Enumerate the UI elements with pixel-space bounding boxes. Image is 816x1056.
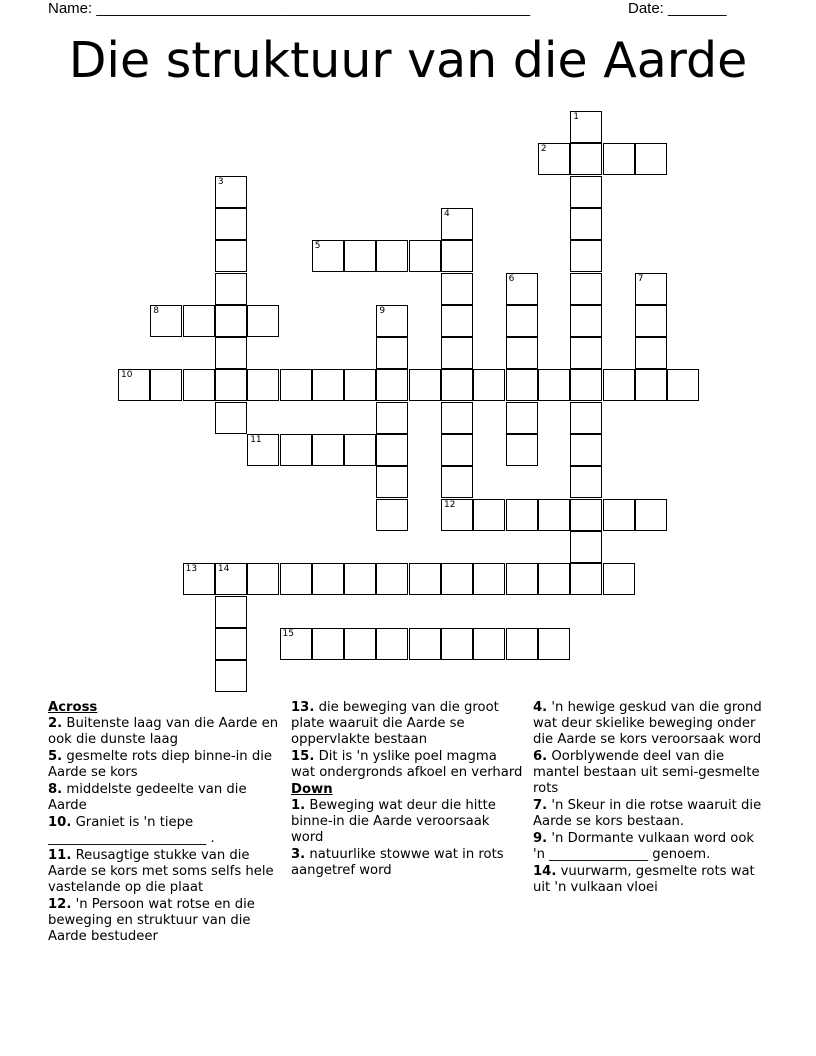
grid-cell (570, 531, 602, 563)
grid-cell (215, 273, 247, 305)
clue-number: 15. (291, 749, 315, 764)
grid-cell (376, 466, 408, 498)
grid-cell (312, 369, 344, 401)
grid-cell (215, 208, 247, 240)
grid-cell (441, 273, 473, 305)
grid-cell (215, 596, 247, 628)
clue-down-14 (533, 864, 765, 896)
grid-cell (441, 434, 473, 466)
clue-number: 9. (533, 831, 548, 846)
grid-cell (506, 273, 538, 305)
grid-cell (441, 240, 473, 272)
clues-column-2 (291, 700, 523, 880)
grid-cell (344, 434, 376, 466)
grid-cell (538, 499, 570, 531)
grid-cell (183, 563, 215, 595)
grid-cell (506, 434, 538, 466)
cell-number: 12 (444, 499, 456, 510)
grid-cell (441, 499, 473, 531)
clue-text: 'n Persoon wat rotse en die beweging en struktuur van die Aarde bestudeer (48, 897, 255, 944)
grid-cell (635, 273, 667, 305)
grid-cell (473, 369, 505, 401)
grid-cell (473, 563, 505, 595)
grid-cell (506, 499, 538, 531)
grid-cell (570, 208, 602, 240)
grid-cell (570, 434, 602, 466)
clue-number: 2. (48, 716, 63, 731)
clue-down-4 (533, 700, 765, 748)
grid-cell (183, 369, 215, 401)
grid-cell (376, 628, 408, 660)
cell-number: 13 (185, 564, 198, 575)
clue-text: gesmelte rots diep binne-in die Aarde se kors (48, 749, 272, 780)
cell-number: 14 (217, 564, 230, 575)
grid-cell (376, 305, 408, 337)
clue-text: Reusagtige stukke van die Aarde se kors met soms selfs hele vastelande op die plaat (48, 848, 274, 895)
across-heading: Across (48, 700, 98, 715)
grid-cell (215, 628, 247, 660)
clue-text: 'n Dormante vulkaan word ook 'n _______________ genoem. (533, 831, 755, 862)
grid-cell (376, 369, 408, 401)
clue-down-3 (291, 847, 523, 879)
grid-cell (247, 563, 279, 595)
grid-cell (409, 628, 441, 660)
clues-column-1 (48, 700, 280, 946)
cell-number: 11 (250, 435, 262, 445)
clue-number: 13. (291, 700, 315, 715)
cell-number: 10 (121, 370, 133, 381)
date-field-line: Date: _______ (628, 0, 727, 17)
grid-cell (441, 402, 473, 434)
grid-cell (247, 305, 279, 337)
grid-cell (409, 240, 441, 272)
grid-cell (441, 337, 473, 369)
grid-cell (376, 499, 408, 531)
clue-across-5 (48, 749, 280, 781)
clue-across-10 (48, 815, 280, 847)
down-heading: Down (291, 782, 333, 797)
grid-cell (635, 337, 667, 369)
grid-cell (635, 143, 667, 175)
cell-number: 2 (540, 144, 547, 155)
grid-cell (570, 369, 602, 401)
grid-cell (376, 563, 408, 595)
grid-cell (570, 111, 602, 143)
clue-number: 11. (48, 848, 72, 863)
grid-cell (603, 143, 635, 175)
clue-across-15 (291, 749, 523, 781)
grid-cell (376, 337, 408, 369)
grid-cell (538, 369, 570, 401)
grid-cell (603, 499, 635, 531)
clue-text: natuurlike stowwe wat in rots aangetref word (291, 847, 504, 878)
grid-cell (603, 369, 635, 401)
clue-number: 8. (48, 782, 63, 797)
grid-cell (215, 402, 247, 434)
grid-cell (506, 563, 538, 595)
grid-cell (570, 466, 602, 498)
clue-across-2 (48, 716, 280, 748)
clue-text: Beweging wat deur die hitte binne-in die Aarde veroorsaak word (291, 798, 496, 845)
grid-cell (409, 563, 441, 595)
grid-cell (538, 563, 570, 595)
clue-text: 'n hewige geskud van die grond wat deur skielike beweging onder die Aarde se kors veroorsaak word (533, 700, 762, 747)
clue-number: 1. (291, 798, 306, 813)
grid-cell (570, 337, 602, 369)
clue-down-9 (533, 831, 765, 863)
clue-text: Buitenste laag van die Aarde en ook die dunste laag (48, 716, 279, 747)
grid-cell (280, 434, 312, 466)
grid-cell (215, 337, 247, 369)
cell-number: 1 (573, 112, 579, 122)
grid-cell (441, 563, 473, 595)
grid-cell (635, 369, 667, 401)
grid-cell (247, 369, 279, 401)
clue-number: 6. (533, 749, 548, 764)
grid-cell (280, 563, 312, 595)
clue-across-11 (48, 848, 280, 896)
grid-cell (506, 628, 538, 660)
grid-cell (215, 176, 247, 208)
clue-down-6 (533, 749, 765, 797)
cell-number: 9 (379, 305, 386, 316)
grid-cell (215, 369, 247, 401)
grid-cell (473, 628, 505, 660)
grid-cell (215, 240, 247, 272)
grid-cell (570, 563, 602, 595)
grid-cell (312, 240, 344, 272)
clue-across-13 (291, 700, 523, 748)
grid-cell (570, 176, 602, 208)
grid-cell (376, 434, 408, 466)
grid-cell (344, 563, 376, 595)
grid-cell (376, 240, 408, 272)
grid-cell (570, 273, 602, 305)
grid-cell (441, 305, 473, 337)
grid-cell (215, 563, 247, 595)
grid-cell (441, 466, 473, 498)
grid-cell (603, 563, 635, 595)
clue-number: 12. (48, 897, 72, 912)
grid-cell (538, 628, 570, 660)
grid-cell (280, 369, 312, 401)
grid-cell (150, 305, 182, 337)
clue-number: 10. (48, 815, 72, 830)
grid-cell (118, 369, 150, 401)
grid-cell (441, 369, 473, 401)
grid-cell (247, 434, 279, 466)
clue-number: 7. (533, 798, 548, 813)
cell-number: 15 (282, 628, 294, 639)
clue-text: middelste gedeelte van die Aarde (48, 782, 247, 813)
clue-number: 4. (533, 700, 548, 715)
grid-cell (150, 369, 182, 401)
clue-across-8 (48, 782, 280, 814)
cell-number: 5 (314, 241, 321, 252)
grid-cell (570, 240, 602, 272)
clue-number: 5. (48, 749, 63, 764)
cell-number: 7 (637, 273, 644, 284)
clues-column-3 (533, 700, 765, 897)
clue-text: vuurwarm, gesmelte rots wat uit 'n vulkaan vloei (533, 864, 755, 895)
grid-cell (506, 369, 538, 401)
grid-cell (635, 499, 667, 531)
grid-cell (376, 402, 408, 434)
grid-cell (280, 628, 312, 660)
clue-number: 3. (291, 847, 306, 862)
grid-cell (312, 628, 344, 660)
grid-cell (312, 434, 344, 466)
grid-cell (667, 369, 699, 401)
clue-text: die beweging van die groot plate waaruit die Aarde se oppervlakte bestaan (291, 700, 499, 747)
grid-cell (570, 143, 602, 175)
grid-cell (506, 402, 538, 434)
grid-cell (215, 660, 247, 692)
page-title: Die struktuur van die Aarde (68, 32, 748, 89)
cell-number: 4 (444, 208, 450, 219)
grid-cell (183, 305, 215, 337)
grid-cell (506, 337, 538, 369)
grid-cell (441, 208, 473, 240)
grid-cell (441, 628, 473, 660)
cell-number: 3 (217, 176, 224, 187)
grid-cell (344, 628, 376, 660)
grid-cell (215, 305, 247, 337)
grid-cell (570, 402, 602, 434)
grid-cell (538, 143, 570, 175)
clue-down-7 (533, 798, 765, 830)
cell-number: 8 (153, 305, 160, 316)
grid-cell (635, 305, 667, 337)
grid-cell (506, 305, 538, 337)
clue-down-1 (291, 798, 523, 846)
name-field-line: Name: ____________________________________________________ (48, 0, 531, 17)
clue-number: 14. (533, 864, 557, 879)
clue-text: Graniet is 'n tiepe ________________________ . (48, 815, 215, 846)
clue-text: Dit is 'n yslike poel magma wat ondergronds afkoel en verhard (291, 749, 523, 780)
grid-cell (473, 499, 505, 531)
grid-cell (570, 499, 602, 531)
grid-cell (570, 305, 602, 337)
clue-text: 'n Skeur in die rotse waaruit die Aarde se kors bestaan. (533, 798, 762, 829)
clue-text: Oorblywende deel van die mantel bestaan uit semi-gesmelte rots (533, 749, 760, 796)
grid-cell (409, 369, 441, 401)
cell-number: 6 (508, 273, 515, 284)
grid-cell (344, 240, 376, 272)
grid-cell (344, 369, 376, 401)
grid-cell (312, 563, 344, 595)
clue-across-12 (48, 897, 280, 945)
